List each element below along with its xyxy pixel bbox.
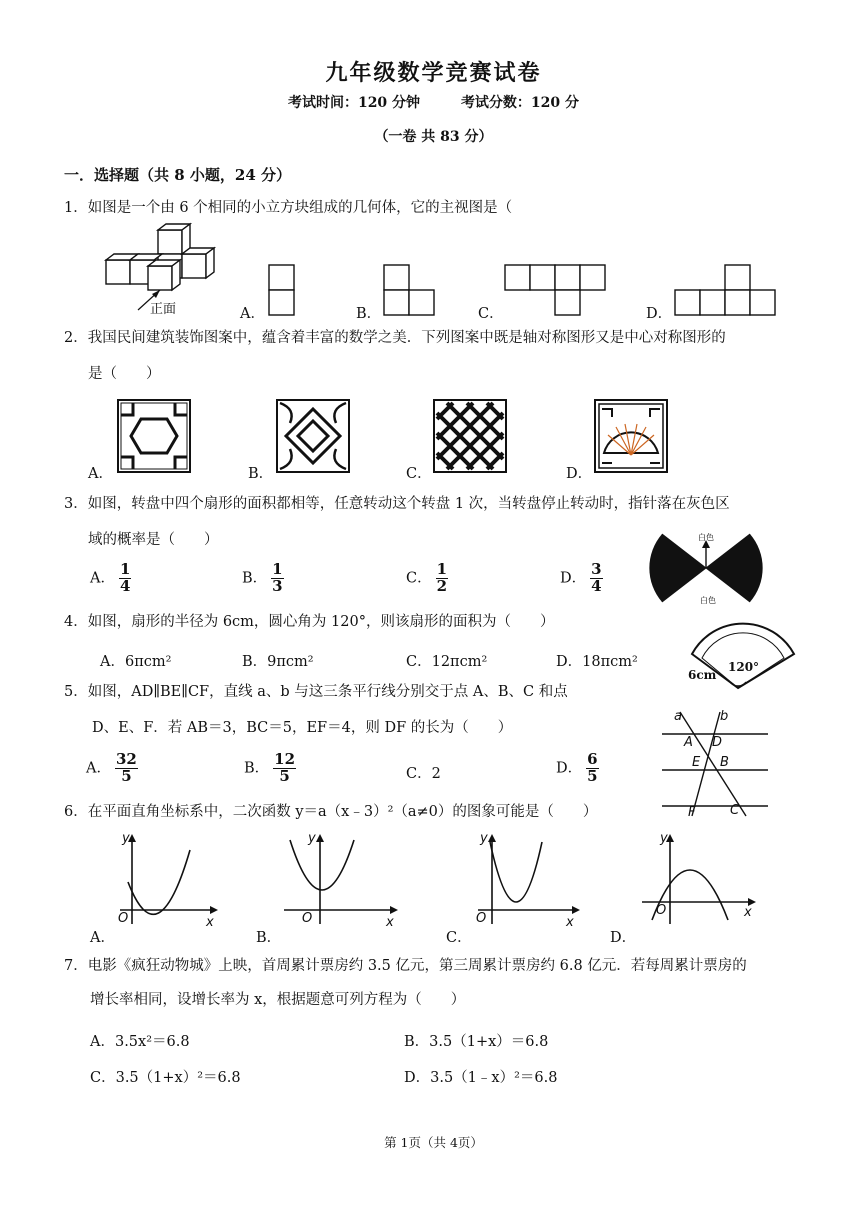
q1-option-d[interactable]: D． [646, 306, 673, 322]
q6-a-y-label: y [122, 831, 130, 846]
q4-option-d[interactable]: D．18πcm² [556, 654, 638, 670]
q4-option-a[interactable]: A．6πcm² [100, 654, 172, 670]
parallel-lines-figure [658, 708, 770, 820]
exam-info [0, 92, 867, 112]
q6-option-b[interactable]: B． [256, 930, 282, 946]
q2-option-c[interactable]: C． [406, 466, 432, 482]
q5-option-a-letter: A． [86, 760, 111, 777]
q2-option-a[interactable]: A． [88, 466, 113, 482]
q4-option-b[interactable]: B．9πcm² [242, 654, 314, 670]
q5-option-c-letter: C． [406, 766, 432, 782]
q3-option-b-letter: B． [242, 570, 268, 587]
question-2-line-2: 是（ ） [88, 366, 161, 382]
q2-option-d-pattern [594, 399, 668, 473]
q5-option-a[interactable] [86, 752, 138, 785]
q5-option-d-letter: D． [556, 760, 583, 777]
line-a-label: a [674, 709, 682, 724]
q6-graph-c [476, 830, 580, 930]
q6-d-x-label: x [744, 905, 752, 920]
q5-option-b-letter: B． [244, 760, 270, 777]
q4-option-c[interactable]: C．12πcm² [406, 654, 488, 670]
q2-option-b-pattern [276, 399, 350, 473]
q6-a-origin-label: O [118, 911, 129, 926]
q6-option-d[interactable]: D． [610, 930, 637, 946]
q6-d-y-label: y [660, 831, 668, 846]
q1-option-c[interactable]: C． [478, 306, 504, 322]
q3-option-d[interactable] [560, 562, 603, 595]
q6-b-origin-label: O [302, 911, 313, 926]
line-b-label: b [720, 709, 729, 724]
q5-option-d[interactable] [556, 752, 599, 785]
q6-b-y-label: y [308, 831, 316, 846]
question-2-line-1: 2．我国民间建筑装饰图案中，蕴含着丰富的数学之美．下列图案中既是轴对称图形又是中心对称图形的 [64, 330, 726, 346]
q3-option-a-letter: A． [90, 570, 115, 587]
q6-graph-a [118, 830, 218, 930]
q1-option-a-figure [268, 264, 296, 316]
q7-option-a[interactable]: A．3.5x²＝6.8 [90, 1034, 190, 1050]
q6-graph-d [640, 830, 756, 926]
point-d-label: D [712, 735, 723, 750]
q2-option-c-pattern [433, 399, 507, 473]
q3-option-a[interactable] [90, 562, 131, 595]
q6-a-x-label: x [206, 915, 214, 930]
point-f-label: F [688, 805, 696, 820]
q7-option-b[interactable]: B．3.5（1+x）＝6.8 [404, 1034, 549, 1050]
q7-option-c[interactable]: C．3.5（1+x）²＝6.8 [90, 1070, 241, 1086]
question-1-text: 1．如图是一个由 6 个相同的小立方块组成的几何体，它的主视图是（ [64, 200, 513, 216]
q1-option-d-figure [674, 264, 780, 316]
q6-c-x-label: x [566, 915, 574, 930]
q5-option-c[interactable] [406, 762, 441, 783]
spinner-white-bottom-label: 白色 [700, 596, 716, 605]
q6-graph-b [282, 830, 398, 930]
q2-option-d[interactable]: D． [566, 466, 593, 482]
question-3-line-1: 3．如图，转盘中四个扇形的面积都相等，任意转动这个转盘 1 次，当转盘停止转动时，指针落在灰色区 [64, 496, 730, 512]
page-footer: 第 1页（共 4页） [384, 1135, 483, 1150]
point-c-label: C [730, 803, 740, 818]
section-heading: 一．选择题（共 8 小题，24 分） [64, 166, 291, 184]
question-7-line-1: 7．电影《疯狂动物城》上映，首周累计票房约 3.5 亿元，第三周累计票房约 6.8 亿元．若每周累计票房的 [64, 958, 747, 974]
q6-c-origin-label: O [476, 911, 487, 926]
q2-option-b[interactable]: B． [248, 466, 274, 482]
q3-option-c-fraction: $\frac{1}{2}$ [436, 560, 448, 595]
sector-angle-label: 120° [728, 660, 760, 674]
q5-option-b[interactable] [244, 752, 296, 785]
q6-b-x-label: x [386, 915, 394, 930]
q5-option-d-fraction: $\frac{6}{5}$ [587, 750, 598, 785]
q6-c-y-label: y [480, 831, 488, 846]
q7-option-d[interactable]: D．3.5（1﹣x）²＝6.8 [404, 1070, 558, 1086]
q2-option-a-pattern [117, 399, 191, 473]
q3-option-a-fraction: $\frac{1}{4}$ [119, 560, 131, 595]
q1-option-b[interactable]: B． [356, 306, 382, 322]
exam-title: 九年级数学竞赛试卷 [325, 60, 542, 86]
q3-option-c[interactable] [406, 562, 448, 595]
question-3-line-2: 域的概率是（ ） [88, 532, 219, 548]
q3-option-b-fraction: $\frac{1}{3}$ [272, 560, 283, 595]
point-b-label: B [720, 755, 729, 770]
front-view-label: 正面 [150, 302, 177, 317]
question-5-line-1: 5．如图，AD∥BE∥CF，直线 a、b 与这三条平行线分别交于点 A、B、C 和点 [64, 684, 568, 700]
question-5-line-2: D、E、F．若 AB＝3，BC＝5，EF＝4，则 DF 的长为（ ） [92, 720, 513, 736]
q5-option-c-value: 2 [431, 766, 441, 782]
q3-option-d-fraction: $\frac{3}{4}$ [591, 560, 602, 595]
q1-option-c-figure [504, 264, 610, 316]
point-a-label: A [684, 735, 693, 750]
sector-radius-label: 6cm [688, 668, 717, 682]
q1-option-a[interactable]: A． [240, 306, 265, 322]
point-e-label: E [692, 755, 701, 770]
q3-option-b[interactable] [242, 562, 284, 595]
q5-option-a-fraction: $\frac{32}{5}$ [115, 750, 137, 785]
question-7-line-2: 增长率相同，设增长率为 x，根据题意可列方程为（ ） [90, 992, 466, 1008]
q5-option-b-fraction: $\frac{12}{5}$ [274, 750, 296, 785]
q6-d-origin-label: O [656, 903, 667, 918]
question-6-text: 6．在平面直角坐标系中，二次函数 y＝a（x﹣3）²（a≠0）的图象可能是（ ） [64, 804, 598, 820]
question-4-text: 4．如图，扇形的半径为 6cm，圆心角为 120°，则该扇形的面积为（ ） [64, 614, 555, 630]
q3-option-c-letter: C． [406, 570, 432, 587]
q1-option-b-figure [383, 264, 437, 316]
q6-option-c[interactable]: C． [446, 930, 472, 946]
exam-time: 考试时间：120 分钟 [287, 95, 421, 111]
exam-score: 考试分数：120 分 [460, 95, 580, 111]
spinner-white-top-label: 白色 [698, 533, 714, 542]
q6-option-a[interactable]: A． [90, 930, 115, 946]
volume-label: （一卷 共 83 分） [374, 129, 493, 145]
q3-option-d-letter: D． [560, 570, 587, 587]
